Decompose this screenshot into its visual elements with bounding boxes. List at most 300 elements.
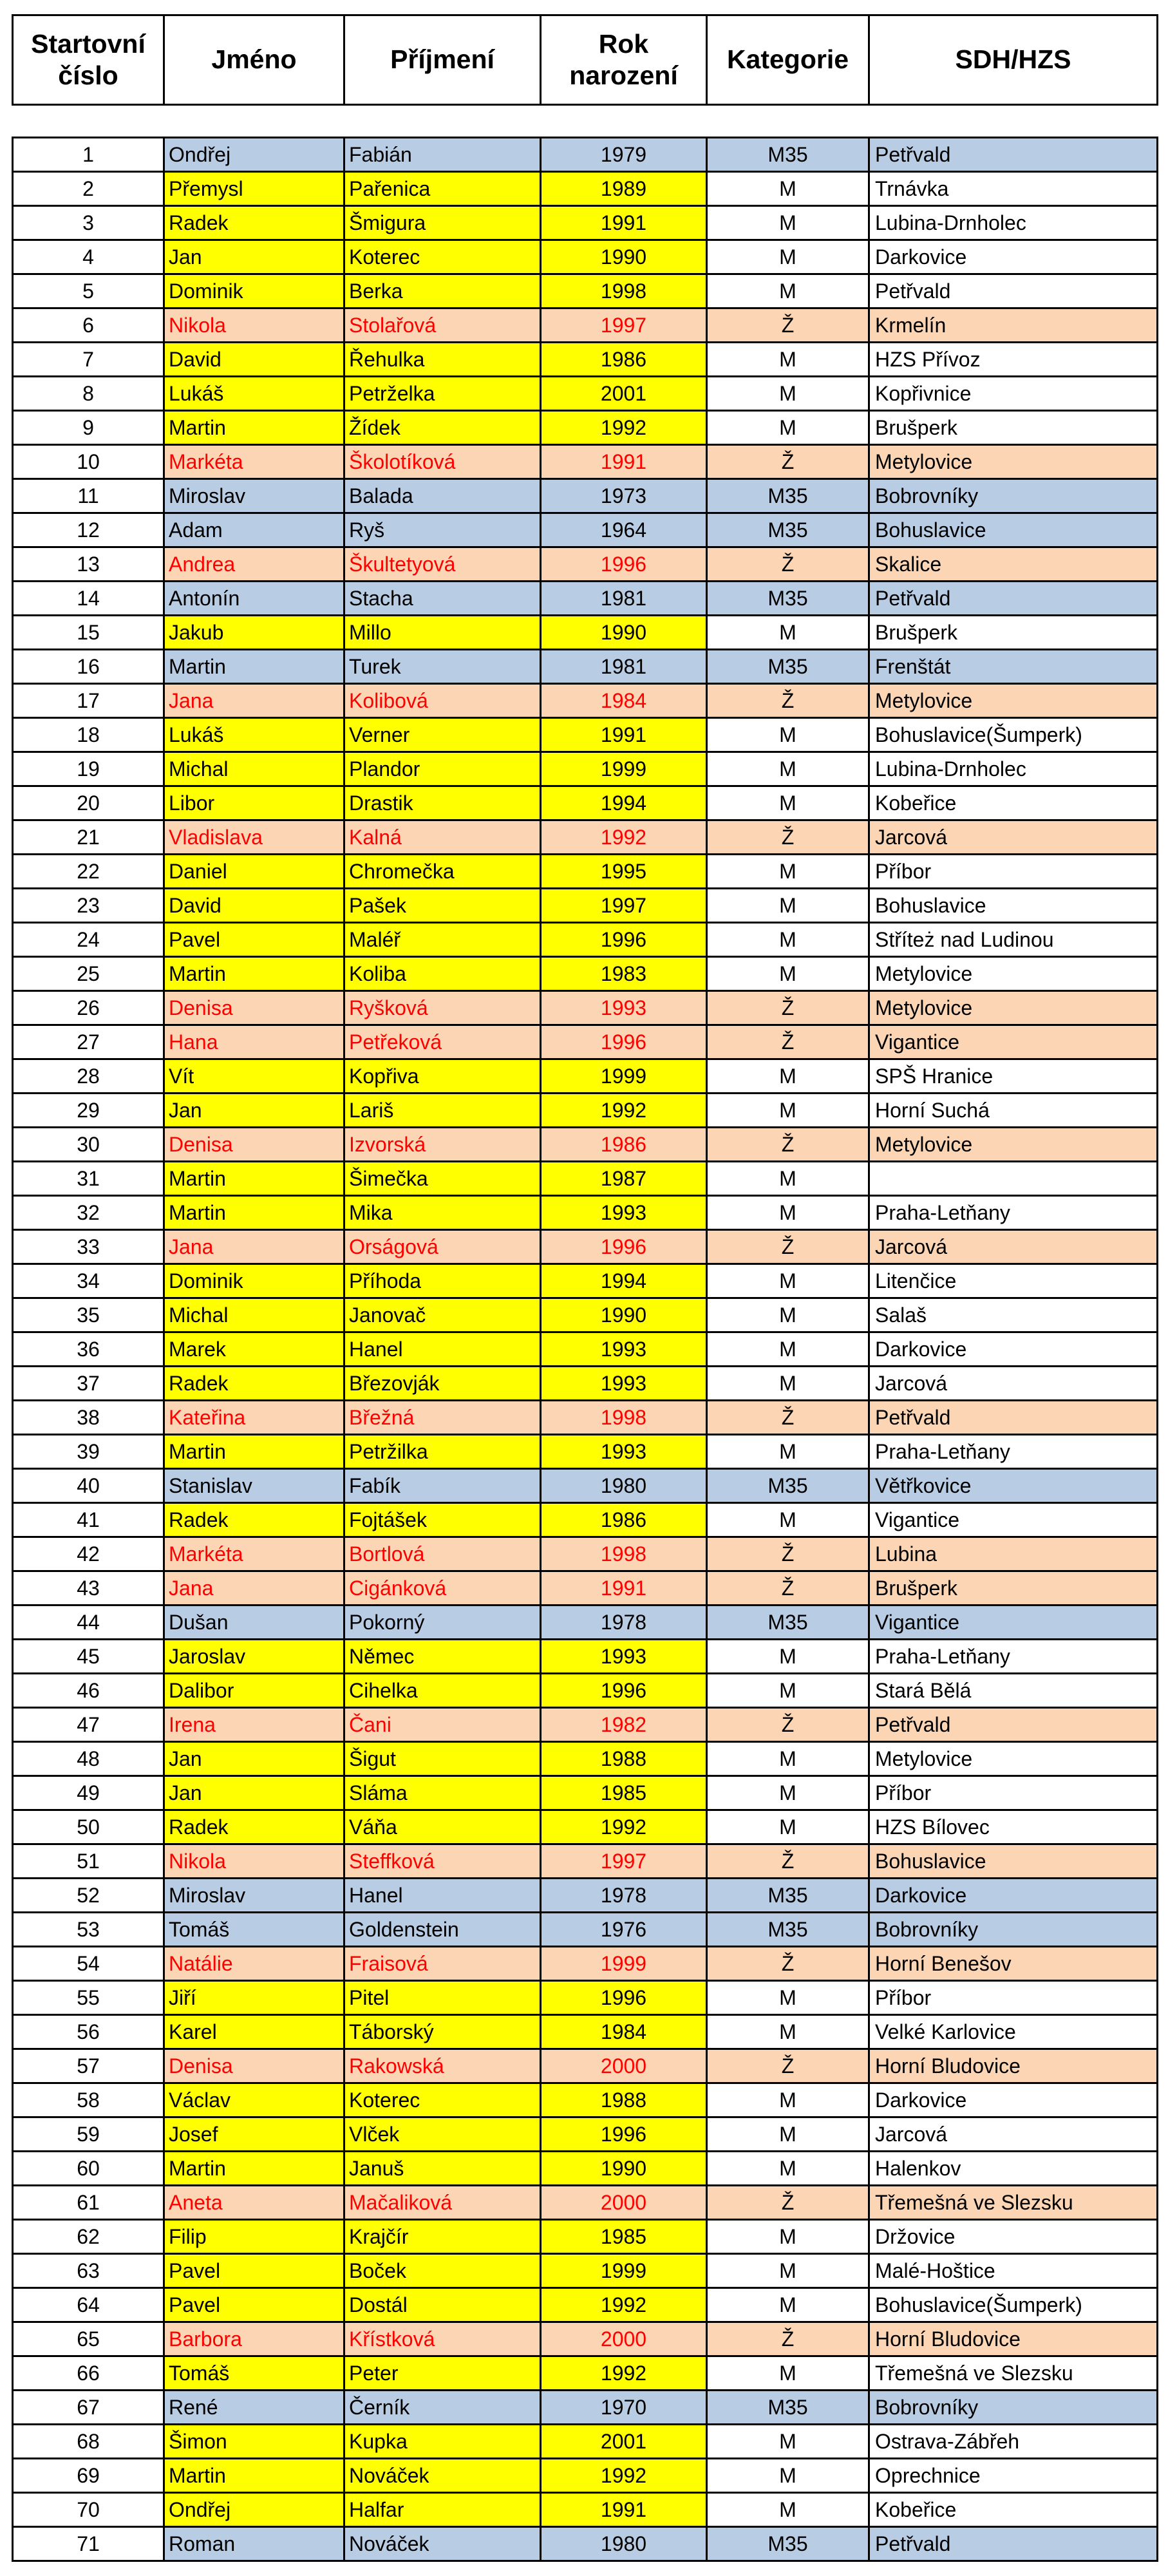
first-name-cell: Jana (164, 684, 344, 718)
birth-year-cell: 1976 (541, 1913, 707, 1947)
birth-year-cell: 1993 (541, 1435, 707, 1469)
category-cell: M (707, 1367, 869, 1401)
first-name-cell: Martin (164, 1162, 344, 1196)
last-name-cell: Škultetyová (344, 547, 541, 582)
last-name-cell: Křístková (344, 2322, 541, 2356)
start-number-cell: 32 (13, 1196, 164, 1230)
category-cell: M (707, 752, 869, 786)
club-cell: Bohuslavice (869, 889, 1158, 923)
birth-year-cell: 1992 (541, 820, 707, 855)
start-number-cell: 4 (13, 240, 164, 274)
category-cell: M (707, 1162, 869, 1196)
last-name-cell: Kalná (344, 820, 541, 855)
club-cell: Brušperk (869, 1571, 1158, 1605)
header-category: Kategorie (707, 15, 869, 105)
birth-year-cell: 1991 (541, 2493, 707, 2527)
last-name-cell: Boček (344, 2254, 541, 2288)
start-number-cell: 19 (13, 752, 164, 786)
birth-year-cell: 1995 (541, 855, 707, 889)
club-cell: Halenkov (869, 2152, 1158, 2186)
club-cell: Skalice (869, 547, 1158, 582)
category-cell: M (707, 2493, 869, 2527)
birth-year-cell: 1986 (541, 343, 707, 377)
club-cell: Držovice (869, 2220, 1158, 2254)
club-cell: Bobrovníky (869, 2391, 1158, 2425)
table-row (13, 1230, 1158, 1264)
last-name-cell: Černík (344, 2391, 541, 2425)
first-name-cell: Jan (164, 1776, 344, 1810)
start-number-cell: 57 (13, 2049, 164, 2083)
birth-year-cell: 1992 (541, 2356, 707, 2391)
last-name-cell: Petržilka (344, 1435, 541, 1469)
header-row (13, 15, 1158, 105)
table-row (13, 308, 1158, 343)
first-name-cell: Daniel (164, 855, 344, 889)
start-number-cell: 51 (13, 1844, 164, 1879)
last-name-cell: Koterec (344, 240, 541, 274)
last-name-cell: Sláma (344, 1776, 541, 1810)
club-cell: Jarcová (869, 1367, 1158, 1401)
club-cell: Petřvald (869, 1708, 1158, 1742)
table-row (13, 1810, 1158, 1844)
table-row (13, 1162, 1158, 1196)
birth-year-cell: 1983 (541, 957, 707, 991)
category-cell: M (707, 2288, 869, 2322)
first-name-cell: Martin (164, 2459, 344, 2493)
birth-year-cell: 1984 (541, 2015, 707, 2049)
first-name-cell: Natálie (164, 1947, 344, 1981)
birth-year-cell: 1986 (541, 1128, 707, 1162)
start-number-cell: 69 (13, 2459, 164, 2493)
last-name-cell: Krajčír (344, 2220, 541, 2254)
club-cell: Trnávka (869, 172, 1158, 206)
table-row (13, 1913, 1158, 1947)
club-cell: Příbor (869, 855, 1158, 889)
header-club: SDH/HZS (869, 15, 1158, 105)
table-row (13, 1298, 1158, 1332)
birth-year-cell: 1996 (541, 1230, 707, 1264)
category-cell: M (707, 240, 869, 274)
category-cell: Ž (707, 547, 869, 582)
category-cell: M35 (707, 1879, 869, 1913)
last-name-cell: Fraisová (344, 1947, 541, 1981)
club-cell: Salaš (869, 1298, 1158, 1332)
last-name-cell: Januš (344, 2152, 541, 2186)
first-name-cell: Dalibor (164, 1674, 344, 1708)
club-cell: Vigantice (869, 1605, 1158, 1640)
birth-year-cell: 2000 (541, 2049, 707, 2083)
start-number-cell: 12 (13, 513, 164, 547)
last-name-cell: Rakowská (344, 2049, 541, 2083)
category-cell: M (707, 1742, 869, 1776)
first-name-cell: Jan (164, 1094, 344, 1128)
birth-year-cell: 1985 (541, 2220, 707, 2254)
category-cell: M35 (707, 2527, 869, 2561)
birth-year-cell: 1990 (541, 240, 707, 274)
table-row (13, 1503, 1158, 1537)
last-name-cell: Orságová (344, 1230, 541, 1264)
club-cell: Třemešná ve Slezsku (869, 2356, 1158, 2391)
birth-year-cell: 1990 (541, 616, 707, 650)
category-cell: M (707, 1196, 869, 1230)
last-name-cell: Fabík (344, 1469, 541, 1503)
category-cell: M (707, 2254, 869, 2288)
category-cell: M (707, 1059, 869, 1094)
club-cell: Horní Benešov (869, 1947, 1158, 1981)
club-cell: Brušperk (869, 616, 1158, 650)
last-name-cell: Břežná (344, 1401, 541, 1435)
birth-year-cell: 2001 (541, 2425, 707, 2459)
category-cell: M (707, 889, 869, 923)
last-name-cell: Petřeková (344, 1025, 541, 1059)
first-name-cell: Jana (164, 1571, 344, 1605)
club-cell: Petřvald (869, 2527, 1158, 2561)
category-cell: Ž (707, 1947, 869, 1981)
table-row (13, 2220, 1158, 2254)
first-name-cell: Martin (164, 1196, 344, 1230)
first-name-cell: Jan (164, 1742, 344, 1776)
first-name-cell: David (164, 343, 344, 377)
start-number-cell: 38 (13, 1401, 164, 1435)
start-number-cell: 68 (13, 2425, 164, 2459)
last-name-cell: Pařenica (344, 172, 541, 206)
first-name-cell: Radek (164, 1367, 344, 1401)
last-name-cell: Koterec (344, 2083, 541, 2117)
first-name-cell: Markéta (164, 445, 344, 479)
table-row (13, 855, 1158, 889)
table-row (13, 1844, 1158, 1879)
last-name-cell: Berka (344, 274, 541, 308)
first-name-cell: Martin (164, 411, 344, 445)
start-number-cell: 5 (13, 274, 164, 308)
last-name-cell: Stacha (344, 582, 541, 616)
club-cell: Bohuslavice (869, 513, 1158, 547)
first-name-cell: Pavel (164, 2288, 344, 2322)
first-name-cell: Radek (164, 1810, 344, 1844)
table-row (13, 2049, 1158, 2083)
category-cell: M (707, 1503, 869, 1537)
start-number-cell: 41 (13, 1503, 164, 1537)
club-cell: SPŠ Hranice (869, 1059, 1158, 1094)
first-name-cell: Stanislav (164, 1469, 344, 1503)
club-cell: Litenčice (869, 1264, 1158, 1298)
results-table-body (13, 138, 1158, 2561)
birth-year-cell: 1991 (541, 206, 707, 240)
last-name-cell: Fabián (344, 138, 541, 172)
start-number-cell: 31 (13, 1162, 164, 1196)
first-name-cell: Markéta (164, 1537, 344, 1571)
table-row (13, 1742, 1158, 1776)
table-row (13, 718, 1158, 752)
category-cell: M (707, 2459, 869, 2493)
category-cell: M (707, 1810, 869, 1844)
start-number-cell: 9 (13, 411, 164, 445)
table-row (13, 411, 1158, 445)
category-cell: M (707, 923, 869, 957)
start-number-cell: 16 (13, 650, 164, 684)
first-name-cell: Nikola (164, 1844, 344, 1879)
category-cell: M (707, 1435, 869, 1469)
table-row (13, 547, 1158, 582)
start-number-cell: 48 (13, 1742, 164, 1776)
first-name-cell: Jaroslav (164, 1640, 344, 1674)
table-row (13, 1674, 1158, 1708)
category-cell: Ž (707, 1571, 869, 1605)
category-cell: M (707, 1332, 869, 1367)
birth-year-cell: 1987 (541, 1162, 707, 1196)
table-row (13, 2493, 1158, 2527)
club-cell: Praha-Letňany (869, 1640, 1158, 1674)
table-row (13, 206, 1158, 240)
table-row (13, 684, 1158, 718)
club-cell: Lubina-Drnholec (869, 206, 1158, 240)
birth-year-cell: 1993 (541, 1640, 707, 1674)
birth-year-cell: 1991 (541, 445, 707, 479)
club-cell: HZS Bílovec (869, 1810, 1158, 1844)
start-number-cell: 15 (13, 616, 164, 650)
header-table (12, 14, 1158, 106)
table-row (13, 1537, 1158, 1571)
start-number-cell: 25 (13, 957, 164, 991)
last-name-cell: Šigut (344, 1742, 541, 1776)
table-row (13, 2152, 1158, 2186)
last-name-cell: Millo (344, 616, 541, 650)
category-cell: Ž (707, 1537, 869, 1571)
club-cell: Velké Karlovice (869, 2015, 1158, 2049)
table-row (13, 650, 1158, 684)
first-name-cell: Ondřej (164, 2493, 344, 2527)
first-name-cell: Nikola (164, 308, 344, 343)
table-row (13, 1879, 1158, 1913)
table-row (13, 2356, 1158, 2391)
birth-year-cell: 1992 (541, 1094, 707, 1128)
start-number-cell: 21 (13, 820, 164, 855)
first-name-cell: Denisa (164, 1128, 344, 1162)
start-number-cell: 13 (13, 547, 164, 582)
table-row (13, 274, 1158, 308)
table-row (13, 1196, 1158, 1230)
start-number-cell: 17 (13, 684, 164, 718)
birth-year-cell: 1996 (541, 1674, 707, 1708)
start-number-cell: 22 (13, 855, 164, 889)
club-cell: Petřvald (869, 582, 1158, 616)
table-row (13, 1128, 1158, 1162)
first-name-cell: Michal (164, 1298, 344, 1332)
table-row (13, 1367, 1158, 1401)
table-row (13, 343, 1158, 377)
start-number-cell: 62 (13, 2220, 164, 2254)
birth-year-cell: 1988 (541, 2083, 707, 2117)
last-name-cell: Mika (344, 1196, 541, 1230)
start-number-cell: 49 (13, 1776, 164, 1810)
start-number-cell: 23 (13, 889, 164, 923)
birth-year-cell: 1998 (541, 1537, 707, 1571)
first-name-cell: Irena (164, 1708, 344, 1742)
table-row (13, 2117, 1158, 2152)
category-cell: M (707, 2152, 869, 2186)
birth-year-cell: 1994 (541, 786, 707, 820)
first-name-cell: Barbora (164, 2322, 344, 2356)
club-cell: Praha-Letňany (869, 1435, 1158, 1469)
birth-year-cell: 1994 (541, 1264, 707, 1298)
last-name-cell: Chromečka (344, 855, 541, 889)
start-number-cell: 34 (13, 1264, 164, 1298)
last-name-cell: Koliba (344, 957, 541, 991)
category-cell: M35 (707, 2391, 869, 2425)
start-number-cell: 36 (13, 1332, 164, 1367)
start-number-cell: 35 (13, 1298, 164, 1332)
category-cell: Ž (707, 820, 869, 855)
first-name-cell: David (164, 889, 344, 923)
category-cell: M (707, 2425, 869, 2459)
first-name-cell: Dominik (164, 274, 344, 308)
category-cell: M35 (707, 138, 869, 172)
table-row (13, 1332, 1158, 1367)
table-row (13, 479, 1158, 513)
start-number-cell: 7 (13, 343, 164, 377)
table-row (13, 1947, 1158, 1981)
first-name-cell: Šimon (164, 2425, 344, 2459)
table-row (13, 582, 1158, 616)
table-row (13, 1640, 1158, 1674)
birth-year-cell: 1992 (541, 1810, 707, 1844)
category-cell: M (707, 172, 869, 206)
club-cell: Darkovice (869, 2083, 1158, 2117)
club-cell: Bohuslavice(Šumperk) (869, 718, 1158, 752)
category-cell: M (707, 1640, 869, 1674)
birth-year-cell: 1970 (541, 2391, 707, 2425)
club-cell: Třemešná ve Slezsku (869, 2186, 1158, 2220)
start-number-cell: 18 (13, 718, 164, 752)
start-number-cell: 26 (13, 991, 164, 1025)
last-name-cell: Cigánková (344, 1571, 541, 1605)
category-cell: Ž (707, 991, 869, 1025)
start-number-cell: 70 (13, 2493, 164, 2527)
birth-year-cell: 1999 (541, 2254, 707, 2288)
table-row (13, 2459, 1158, 2493)
club-cell: Malé-Hoštice (869, 2254, 1158, 2288)
club-cell: Metylovice (869, 684, 1158, 718)
first-name-cell: Jan (164, 240, 344, 274)
club-cell: Bobrovníky (869, 479, 1158, 513)
table-row (13, 2015, 1158, 2049)
last-name-cell: Nováček (344, 2459, 541, 2493)
club-cell: Metylovice (869, 445, 1158, 479)
last-name-cell: Březovják (344, 1367, 541, 1401)
first-name-cell: Miroslav (164, 479, 344, 513)
table-row (13, 240, 1158, 274)
birth-year-cell: 1990 (541, 2152, 707, 2186)
club-cell: Darkovice (869, 1879, 1158, 1913)
table-row (13, 2288, 1158, 2322)
category-cell: Ž (707, 308, 869, 343)
first-name-cell: Karel (164, 2015, 344, 2049)
start-number-cell: 3 (13, 206, 164, 240)
last-name-cell: Řehulka (344, 343, 541, 377)
category-cell: M (707, 2015, 869, 2049)
start-number-cell: 64 (13, 2288, 164, 2322)
start-number-cell: 1 (13, 138, 164, 172)
first-name-cell: Kateřina (164, 1401, 344, 1435)
table-row (13, 1571, 1158, 1605)
birth-year-cell: 1996 (541, 2117, 707, 2152)
club-cell: Oprechnice (869, 2459, 1158, 2493)
category-cell: Ž (707, 1708, 869, 1742)
first-name-cell: Lukáš (164, 377, 344, 411)
table-row (13, 1094, 1158, 1128)
start-number-cell: 55 (13, 1981, 164, 2015)
start-number-cell: 56 (13, 2015, 164, 2049)
table-row (13, 1708, 1158, 1742)
start-number-cell: 67 (13, 2391, 164, 2425)
birth-year-cell: 1998 (541, 274, 707, 308)
club-cell: Jarcová (869, 820, 1158, 855)
birth-year-cell: 1979 (541, 138, 707, 172)
table-row (13, 172, 1158, 206)
first-name-cell: Libor (164, 786, 344, 820)
start-number-cell: 37 (13, 1367, 164, 1401)
last-name-cell: Izvorská (344, 1128, 541, 1162)
last-name-cell: Vlček (344, 2117, 541, 2152)
table-row (13, 513, 1158, 547)
results-table (12, 137, 1158, 2562)
club-cell: Petřvald (869, 138, 1158, 172)
birth-year-cell: 1980 (541, 1469, 707, 1503)
first-name-cell: Roman (164, 2527, 344, 2561)
start-number-cell: 30 (13, 1128, 164, 1162)
category-cell: M35 (707, 1469, 869, 1503)
category-cell: M35 (707, 513, 869, 547)
table-row (13, 1981, 1158, 2015)
club-cell: Horní Bludovice (869, 2322, 1158, 2356)
table-row (13, 1264, 1158, 1298)
start-number-cell: 43 (13, 1571, 164, 1605)
start-number-cell: 11 (13, 479, 164, 513)
category-cell: M (707, 411, 869, 445)
category-cell: Ž (707, 1844, 869, 1879)
category-cell: M35 (707, 650, 869, 684)
club-cell: HZS Přívoz (869, 343, 1158, 377)
category-cell: M (707, 1674, 869, 1708)
table-row (13, 889, 1158, 923)
club-cell: Petřvald (869, 274, 1158, 308)
category-cell: M35 (707, 479, 869, 513)
last-name-cell: Verner (344, 718, 541, 752)
first-name-cell: Ondřej (164, 138, 344, 172)
category-cell: M (707, 2083, 869, 2117)
first-name-cell: Jana (164, 1230, 344, 1264)
category-cell: M (707, 343, 869, 377)
table-row (13, 2391, 1158, 2425)
category-cell: Ž (707, 1128, 869, 1162)
birth-year-cell: 1997 (541, 308, 707, 343)
last-name-cell: Steffková (344, 1844, 541, 1879)
last-name-cell: Kolibová (344, 684, 541, 718)
birth-year-cell: 1999 (541, 752, 707, 786)
header-first-name: Jméno (164, 15, 344, 105)
birth-year-cell: 1986 (541, 1503, 707, 1537)
last-name-cell: Turek (344, 650, 541, 684)
first-name-cell: Jakub (164, 616, 344, 650)
first-name-cell: René (164, 2391, 344, 2425)
table-row (13, 991, 1158, 1025)
club-cell: Frenštát (869, 650, 1158, 684)
last-name-cell: Mačaliková (344, 2186, 541, 2220)
category-cell: M (707, 1776, 869, 1810)
birth-year-cell: 1988 (541, 1742, 707, 1776)
table-row (13, 616, 1158, 650)
last-name-cell: Stolařová (344, 308, 541, 343)
